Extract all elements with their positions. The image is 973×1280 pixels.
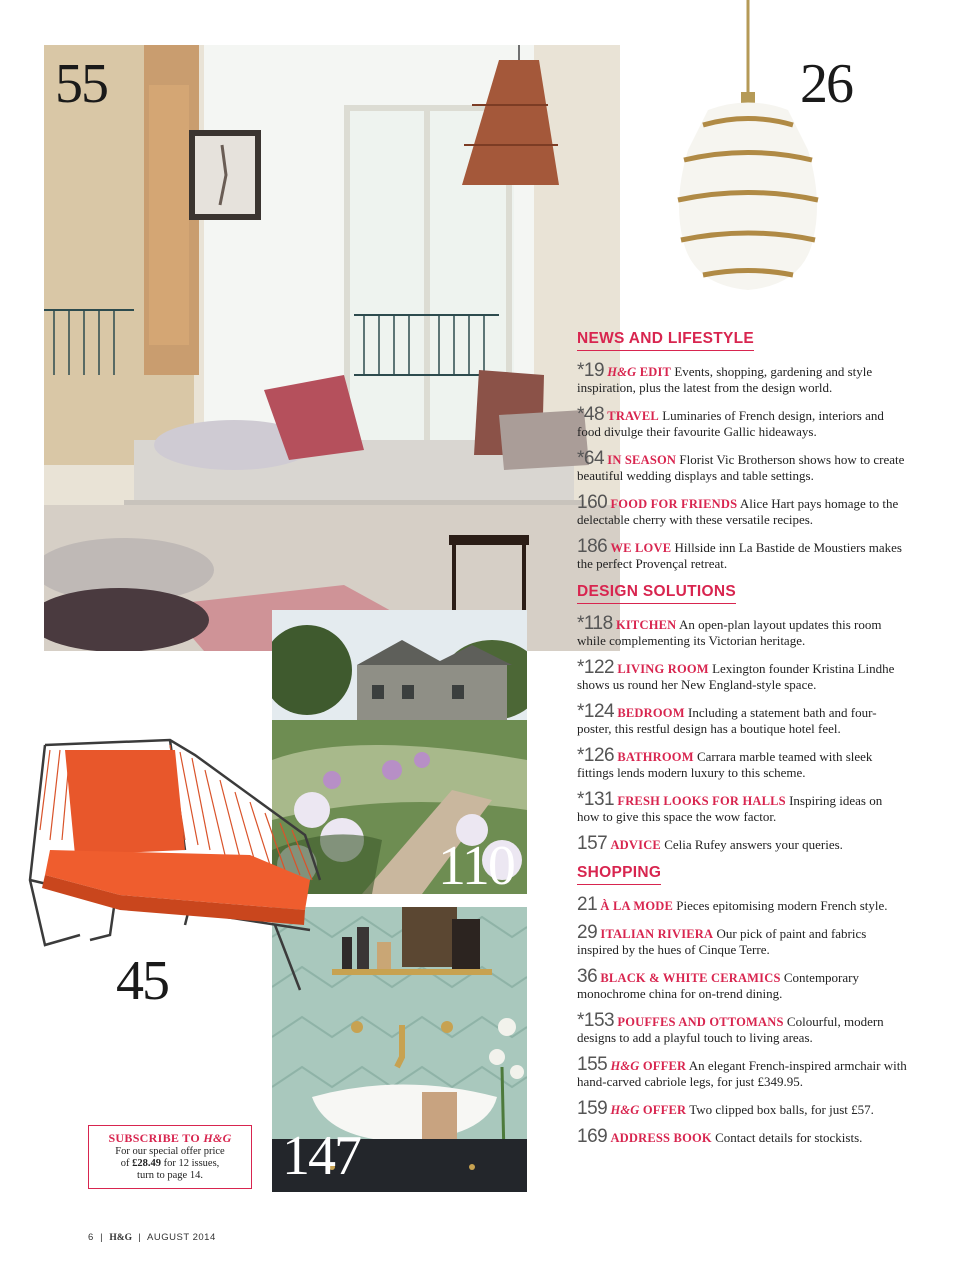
living-room-photo (44, 45, 620, 651)
entry-page-number: *118 (577, 613, 613, 634)
toc-entry[interactable] (577, 404, 907, 440)
toc-entry[interactable] (577, 448, 907, 484)
entry-keyword-text: POUFFES AND OTTOMANS (617, 1015, 784, 1029)
entry-keyword (617, 750, 693, 764)
entry-page-number: 21 (577, 894, 598, 915)
entry-keyword (616, 618, 676, 632)
entry-keyword-text: BLACK & WHITE CERAMICS (600, 971, 781, 985)
entry-keyword-text: À LA MODE (600, 899, 674, 913)
entry-keyword (617, 706, 684, 720)
entry-keyword (610, 497, 737, 511)
entry-keyword (617, 794, 785, 808)
entry-keyword-text: ADDRESS BOOK (610, 1131, 712, 1145)
entry-description: Luminaries of French design, interiors and food divulge their favourite Gallic hideaways. (577, 408, 884, 439)
toc-section (577, 583, 907, 853)
toc-entry[interactable] (577, 1126, 907, 1147)
entry-keyword (617, 1015, 783, 1029)
table-of-contents (577, 330, 907, 1157)
entry-keyword-text: TRAVEL (607, 409, 659, 423)
entry-description: An open-plan layout updates this room while complementing its Victorian heritage. (577, 617, 882, 648)
pendant-lamp-image (648, 0, 868, 300)
toc-entry[interactable] (577, 833, 907, 854)
entry-description: Celia Rufey answers your queries. (664, 837, 843, 852)
entry-page-number: *131 (577, 789, 615, 810)
page-number-bathroom: 147 (282, 1125, 360, 1187)
entry-keyword (617, 662, 708, 676)
section-heading: SHOPPING (577, 864, 661, 885)
entry-page-number: 159 (577, 1098, 608, 1119)
toc-entry[interactable] (577, 613, 907, 649)
entry-description: An elegant French-inspired armchair with hand-carved cabriole legs, for just £349.95. (577, 1058, 907, 1089)
toc-entry[interactable] (577, 657, 907, 693)
entry-keyword (607, 365, 671, 379)
entry-description: Our pick of paint and fabrics inspired by the hues of Cinque Terre. (577, 926, 867, 957)
entry-page-number: 160 (577, 492, 608, 513)
entry-page-number: *153 (577, 1010, 615, 1031)
entry-brand: H&G (610, 1059, 640, 1073)
toc-entry[interactable] (577, 789, 907, 825)
entry-page-number: *48 (577, 404, 605, 425)
entry-page-number: *126 (577, 745, 615, 766)
entry-keyword-text: IN SEASON (607, 453, 677, 467)
entry-keyword (607, 453, 676, 467)
entry-keyword-text: BATHROOM (617, 750, 694, 764)
entry-keyword (600, 971, 780, 985)
entry-brand: H&G (610, 1103, 640, 1117)
entry-page-number: 155 (577, 1054, 608, 1075)
entry-page-number: 186 (577, 536, 608, 557)
entry-keyword (610, 838, 661, 852)
entry-keyword-text: ADVICE (610, 838, 661, 852)
entry-description: Florist Vic Brotherson shows how to create beautiful wedding displays and table settings. (577, 452, 905, 483)
entry-keyword (610, 1103, 686, 1117)
entry-description: Contact details for stockists. (715, 1130, 863, 1145)
entry-description: Alice Hart pays homage to the delectable cherry with these versatile recipes. (577, 496, 899, 527)
entry-keyword-text: BEDROOM (617, 706, 685, 720)
entry-description: Contemporary monochrome china for on-trend dining. (577, 970, 859, 1001)
page-number-living-room: 55 (55, 53, 107, 115)
toc-entry[interactable] (577, 492, 907, 528)
entry-page-number: 157 (577, 833, 608, 854)
section-heading: NEWS AND LIFESTYLE (577, 330, 754, 351)
entry-keyword-text: EDIT (639, 365, 672, 379)
entry-keyword-text: OFFER (642, 1103, 687, 1117)
entry-description: Inspiring ideas on how to give this space the wow factor. (577, 793, 883, 824)
subscribe-line2: of £28.49 for 12 issues, (120, 1158, 220, 1169)
subscribe-box[interactable] (88, 1125, 252, 1189)
entry-keyword (607, 409, 659, 423)
toc-entry[interactable] (577, 536, 907, 572)
entry-description: Lexington founder Kristina Lindhe shows us round her New England-style space. (577, 661, 895, 692)
entry-keyword (610, 541, 671, 555)
entry-description: Carrara marble teamed with sleek fittings lends modern luxury to this scheme. (577, 749, 873, 780)
subscribe-heading: SUBSCRIBE TO H&G (108, 1131, 232, 1145)
entry-keyword (610, 1131, 711, 1145)
entry-page-number: 36 (577, 966, 598, 987)
entry-keyword-text: WE LOVE (610, 541, 672, 555)
toc-entry[interactable] (577, 745, 907, 781)
toc-entry[interactable] (577, 360, 907, 396)
entry-description: Colourful, modern designs to add a playful touch to living areas. (577, 1014, 884, 1045)
entry-keyword-text: ITALIAN RIVIERA (600, 927, 714, 941)
subscribe-line1: For our special offer price (115, 1146, 225, 1157)
entry-keyword (600, 899, 673, 913)
toc-entry[interactable] (577, 922, 907, 958)
entry-keyword-text: OFFER (642, 1059, 687, 1073)
subscribe-line3: turn to page 14. (137, 1170, 203, 1181)
toc-entry[interactable] (577, 894, 907, 915)
entry-keyword-text: FOOD FOR FRIENDS (610, 497, 738, 511)
entry-keyword (610, 1059, 686, 1073)
entry-page-number: 169 (577, 1126, 608, 1147)
page-number-lamp: 26 (800, 53, 852, 115)
toc-entry[interactable] (577, 1098, 907, 1119)
entry-description: Pieces epitomising modern French style. (676, 898, 888, 913)
toc-entry[interactable] (577, 966, 907, 1002)
entry-keyword-text: FRESH LOOKS FOR HALLS (617, 794, 786, 808)
entry-description: Including a statement bath and four-poster, this restful design has a boutique hotel feel. (577, 705, 877, 736)
orange-armchair-image (20, 730, 320, 980)
page-number-garden: 110 (438, 835, 514, 897)
entry-page-number: *19 (577, 360, 605, 381)
toc-entry[interactable] (577, 1010, 907, 1046)
entry-keyword (600, 927, 713, 941)
footer-brand: H&G (109, 1233, 133, 1243)
entry-page-number: *64 (577, 448, 605, 469)
page-footer: 6 | H&G | AUGUST 2014 (88, 1232, 216, 1243)
toc-entry[interactable] (577, 1054, 907, 1090)
footer-issue: AUGUST 2014 (147, 1232, 216, 1243)
entry-page-number: *124 (577, 701, 615, 722)
entry-page-number: 29 (577, 922, 598, 943)
entry-description: Hillside inn La Bastide de Moustiers makes the perfect Provençal retreat. (577, 540, 902, 571)
entry-brand: H&G (607, 365, 637, 379)
entry-page-number: *122 (577, 657, 615, 678)
toc-section (577, 330, 907, 572)
subscribe-price: £28.49 (132, 1158, 161, 1169)
entry-description: Two clipped box balls, for just £57. (689, 1102, 874, 1117)
toc-entry[interactable] (577, 701, 907, 737)
footer-page-number: 6 (88, 1232, 94, 1243)
toc-section (577, 864, 907, 1146)
entry-description: Events, shopping, gardening and style inspiration, plus the latest from the design world. (577, 364, 873, 395)
entry-keyword-text: KITCHEN (615, 618, 677, 632)
entry-keyword-text: LIVING ROOM (617, 662, 709, 676)
section-heading: DESIGN SOLUTIONS (577, 583, 736, 604)
page-number-chair: 45 (116, 950, 168, 1012)
